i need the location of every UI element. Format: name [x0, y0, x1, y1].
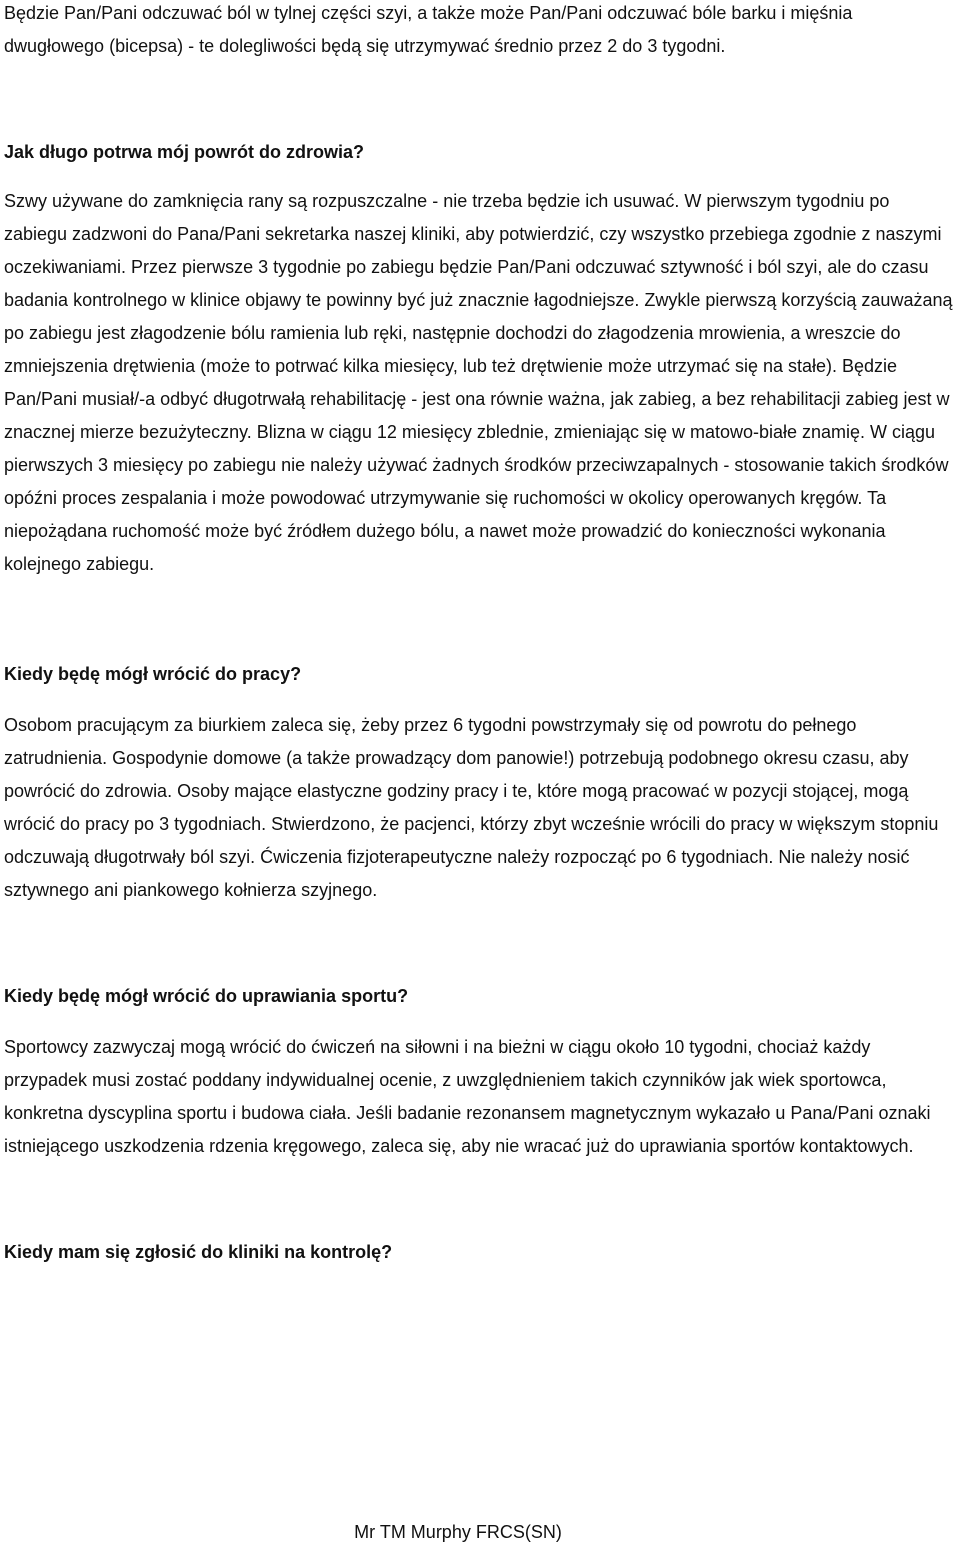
page-footer: Mr TM Murphy FRCS(SN) [354, 1522, 562, 1542]
heading-clinic-checkup: Kiedy mam się zgłosić do kliniki na kontrolę? [4, 1242, 393, 1262]
paragraph-return-to-sport: Sportowcy zazwyczaj mogą wrócić do ćwiczeń na siłowni i na bieżni w ciągu około 10 tygodni, chociaż każdy przypadek musi zostać poddany indywidualnej ocenie, z uwzględnieniem takich czynników jak wiek sportowca, konkretna dyscyplina sportu i budowa ciała. Jeśli badanie rezonansem magnetycznym wykazało u Pana/Pani oznaki istniejącego uszkodzenia rdzenia kręgowego, zaleca się, aby nie wracać już do uprawiania sportów kontaktowych. [4, 1037, 931, 1156]
document-page [4, 0, 956, 1269]
intro-paragraph: Będzie Pan/Pani odczuwać ból w tylnej części szyi, a także może Pan/Pani odczuwać bóle barku i mięśnia dwugłowego (bicepsa) - te dolegliwości będą się utrzymywać średnio przez 2 do 3 tygodni. [4, 3, 853, 56]
paragraph-recovery-time: Szwy używane do zamknięcia rany są rozpuszczalne - nie trzeba będzie ich usuwać. W pierwszym tygodniu po zabiegu zadzwoni do Pana/Pani sekretarka naszej kliniki, aby potwierdzić, czy wszystko przebiega zgodnie z naszymi oczekiwaniami. Przez pierwsze 3 tygodnie po zabiegu będzie Pan/Pani odczuwać sztywność i ból szyi, ale do czasu badania kontrolnego w klinice objawy te powinny być już znacznie łagodniejsze. Zwykle pierwszą korzyścią zauważaną po zabiegu jest złagodzenie bólu ramienia lub ręki, następnie dochodzi do złagodzenia mrowienia, a wreszcie do zmniejszenia drętwienia (może to potrwać kilka miesięcy, lub też drętwienie może utrzymać się na stałe). Będzie Pan/Pani musiał/-a odbyć długotrwałą rehabilitację - jest ona równie ważna, jak zabieg, a bez rehabilitacji zabieg jest w znacznej mierze bezużyteczny. Blizna w ciągu 12 miesięcy zblednie, zmieniając się w matowo-białe znamię. W ciągu pierwszych 3 miesięcy po zabiegu nie należy używać żadnych środków przeciwzapalnych - stosowanie takich środków opóźni proces zespalania i może powodować utrzymywanie się ruchomości w okolicy operowanych kręgów. Ta niepożądana ruchomość może być źródłem dużego bólu, a nawet może prowadzić do konieczności wykonania kolejnego zabiegu. [4, 191, 953, 574]
paragraph-return-to-work: Osobom pracującym za biurkiem zaleca się, żeby przez 6 tygodni powstrzymały się od powrotu do pełnego zatrudnienia. Gospodynie domowe (a także prowadzący dom panowie!) potrzebują podobnego okresu czasu, aby powrócić do zdrowia. Osoby mające elastyczne godziny pracy i te, które mogą pracować w pozycji stojącej, mogą wrócić do pracy po 3 tygodniach. Stwierdzono, że pacjenci, którzy zbyt wcześnie wrócili do pracy w większym stopniu odczuwają długotrwały ból szyi. Ćwiczenia fizjoterapeutyczne należy rozpocząć po 6 tygodniach. Nie należy nosić sztywnego ani piankowego kołnierza szyjnego. [4, 715, 939, 900]
heading-return-to-sport: Kiedy będę mógł wrócić do uprawiania sportu? [4, 986, 409, 1006]
heading-return-to-work: Kiedy będę mógł wrócić do pracy? [4, 664, 302, 684]
heading-recovery-time: Jak długo potrwa mój powrót do zdrowia? [4, 142, 364, 162]
